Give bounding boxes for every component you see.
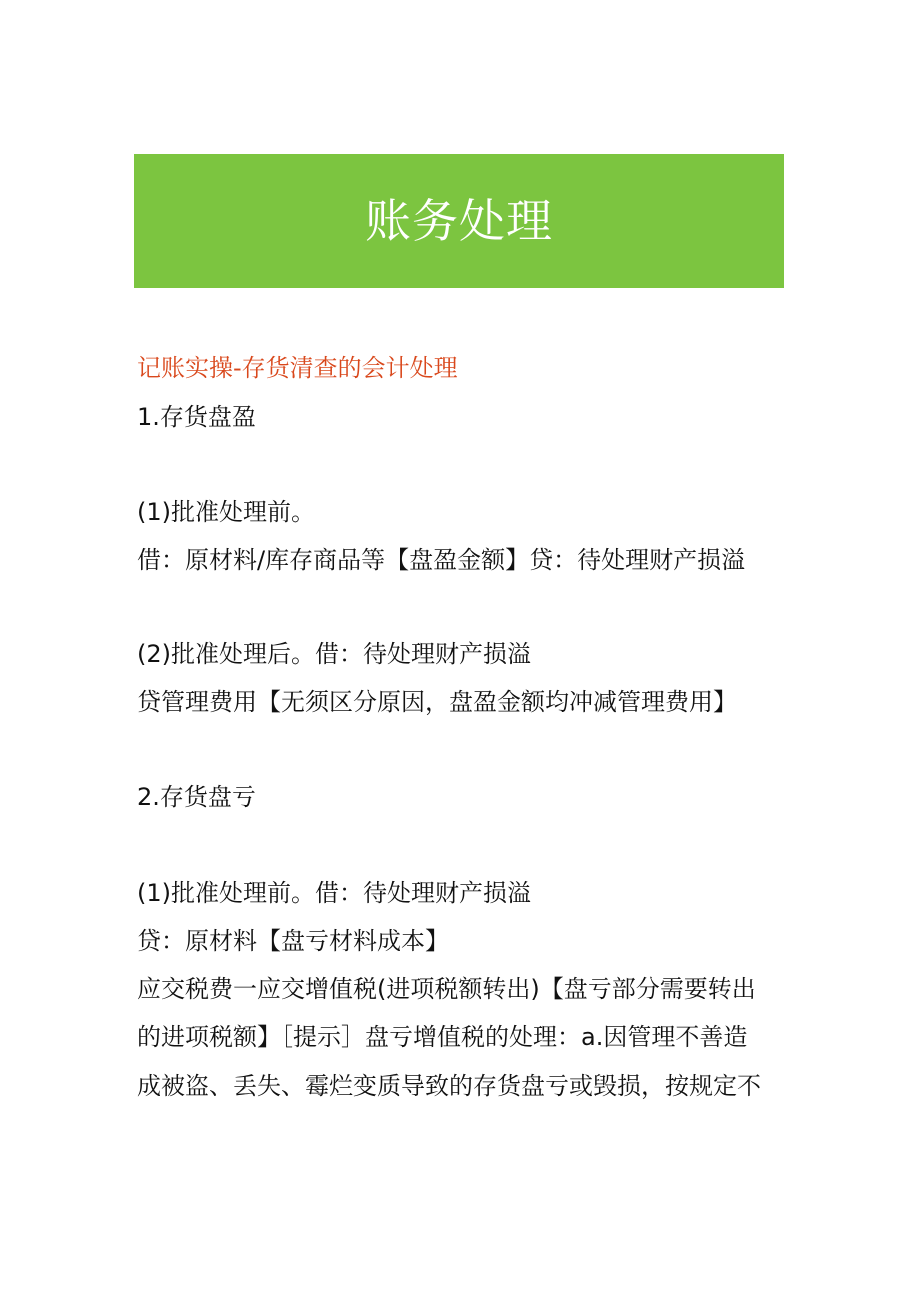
paragraph-line: (2)批准处理后。借：待处理财产损溢 (137, 640, 531, 668)
title-banner (134, 154, 784, 288)
paragraph-line: 借：原材料/库存商品等【盘盈金额】贷：待处理财产损溢 (137, 546, 746, 574)
heading-inventory-surplus: 1.存货盘盈 (137, 403, 256, 431)
paragraph-line: 贷管理费用【无须区分原因，盘盈金额均冲减管理费用】 (137, 688, 737, 716)
paragraph-line: 应交税费一应交增值税(进项税额转出)【盘亏部分需要转出 (137, 975, 756, 1003)
page-title: 账务处理 (365, 194, 553, 248)
paragraph-line: 的进项税额】［提示］盘亏增值税的处理：a.因管理不善造 (137, 1023, 748, 1051)
paragraph-line: 贷：原材料【盘亏材料成本】 (137, 927, 449, 955)
paragraph-line: 成被盗、丢失、霉烂变质导致的存货盘亏或毁损，按规定不 (137, 1072, 761, 1100)
paragraph-line: (1)批准处理前。借：待处理财产损溢 (137, 879, 531, 907)
section-title: 记账实操-存货清查的会计处理 (137, 354, 458, 382)
heading-inventory-loss: 2.存货盘亏 (137, 783, 256, 811)
paragraph-line: (1)批准处理前。 (137, 498, 315, 526)
